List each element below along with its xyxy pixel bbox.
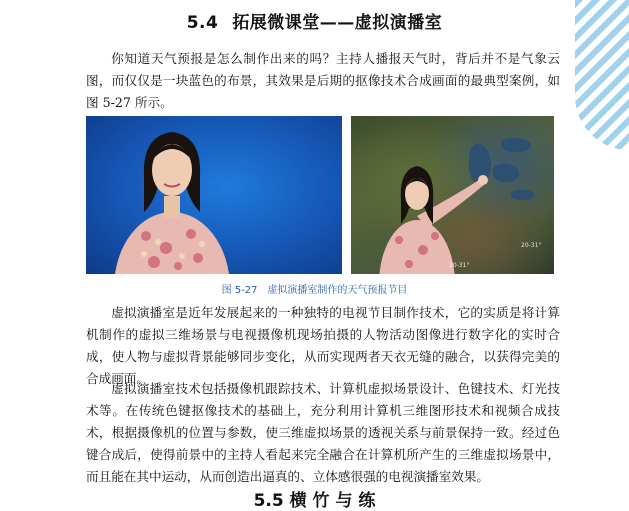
weather-map-photo [351,116,554,274]
figure-caption [0,281,629,296]
figure-caption-text: 虚拟演播室制作的天气预报节目 [267,285,408,296]
map-temperature-label: 20-31° [521,242,542,249]
blue-screen-photo [86,116,342,274]
figure-number: 图 5-27 [221,285,258,296]
presenter-blue-screen-illustration [86,116,342,274]
paragraph-definition: 虚拟演播室是近年发展起来的一种独特的电视节目制作技术，它的实质是将计算机制作的虚拟三维场景与电视摄像机现场拍摄的人物活动图像进行数字化的实时合成，使人物与虚拟背景能够同步变化，从而实现两者天衣无缝的融合，以获得完美的合成画面。 [86,305,560,386]
paragraph-intro: 你知道天气预报是怎么制作出来的吗？主持人播报天气时，背后并不是气象云图，而仅仅是一块蓝色的布景，其效果是后期的抠像技术合成画面的最典型案例，如图 5-27 所示。 [86,51,560,110]
section-title [0,8,629,33]
map-temperature-label: 20-31° [449,262,470,269]
next-section-heading: 5.5 横 竹 与 练 [253,491,376,511]
section-title-text: 拓展微课堂——虚拟演播室 [232,13,443,33]
paragraph-technology: 虚拟演播室技术包括摄像机跟踪技术、计算机虚拟场景设计、色键技术、灯光技术等。在传统色键抠像技术的基础上，充分利用计算机三维图形技术和视频合成技术，根据摄像机的位置与参数，使三维虚拟场景的透视关系与前景保持一致。经过色键合成后，使得前景中的主持人看起来完全融合在计算机所产生的三维虚拟场景中，而且能在其中运动，从而创造出逼真的、立体感很强的电视演播室效果。 [86,381,560,484]
presenter-weather-map-illustration [351,116,554,274]
section-number: 5.4 [186,13,219,33]
